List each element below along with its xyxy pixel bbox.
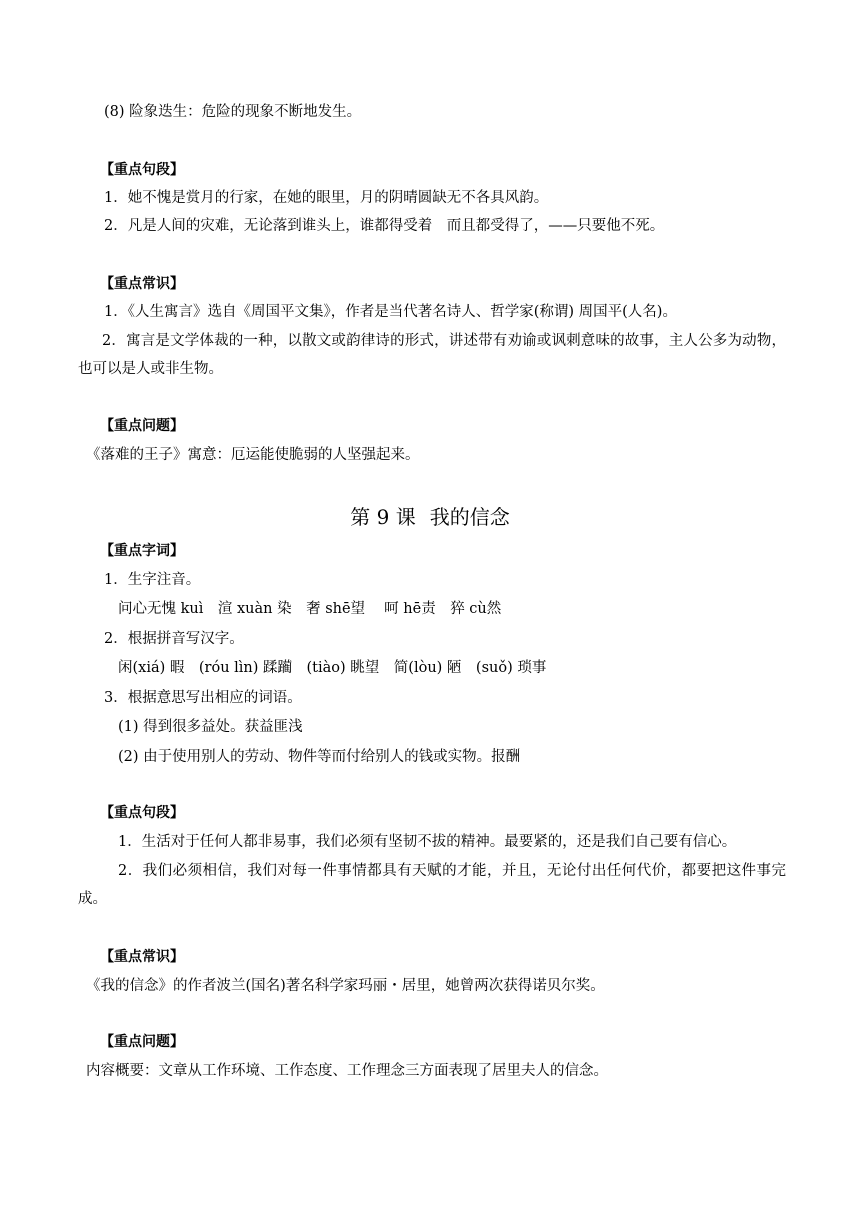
lesson-knowledge-text: 《我的信念》的作者波兰(国名)著名科学家玛丽・居里，她曾两次获得诺贝尔奖。 bbox=[86, 978, 605, 994]
key-questions-heading: 【重点问题】 bbox=[100, 418, 184, 434]
lesson-questions-heading: 【重点问题】 bbox=[100, 1034, 184, 1050]
words-question-2: 2．根据拼音写汉字。 bbox=[104, 631, 244, 647]
words-answer-3-1: (1) 得到很多益处。获益匪浅 bbox=[118, 719, 303, 735]
words-question-3: 3．根据意思写出相应的词语。 bbox=[104, 690, 302, 706]
words-question-1: 1．生字注音。 bbox=[104, 572, 201, 588]
words-answer-2: 闲(xiá) 暇 (róu lìn) 蹂躏 (tiào) 眺望 简(lòu) 陋 (suǒ) 琐事 bbox=[118, 660, 547, 676]
definition-item-8: (8) 险象迭生：危险的现象不断地发生。 bbox=[104, 104, 362, 120]
lesson-name: 我的信念 bbox=[429, 505, 510, 529]
lesson-title bbox=[0, 505, 860, 529]
words-answer-1: 问心无愧 kuì 渲 xuàn 染 奢 shē望 呵 hē责 猝 cù然 bbox=[118, 601, 502, 617]
lesson-number: 第 9 课 bbox=[350, 505, 416, 529]
key-words-heading: 【重点字词】 bbox=[100, 543, 184, 559]
lesson-knowledge-heading: 【重点常识】 bbox=[100, 949, 184, 965]
key-sentences-heading: 【重点句段】 bbox=[100, 162, 184, 178]
key-knowledge-1: 1．《人生寓言》选自《周国平文集》，作者是当代著名诗人、哲学家(称谓) 周国平(人名)。 bbox=[104, 304, 677, 320]
key-knowledge-2: 2．寓言是文学体裁的一种，以散文或韵律诗的形式，讲述带有劝谕或讽刺意味的故事，主人公多为动物，也可以是人或非生物。 bbox=[78, 333, 786, 377]
key-question-text: 《落难的王子》寓意：厄运能使脆弱的人坚强起来。 bbox=[86, 447, 420, 463]
lesson-question-text: 内容概要：文章从工作环境、工作态度、工作理念三方面表现了居里夫人的信念。 bbox=[86, 1063, 608, 1079]
lesson-sentence-1: 1．生活对于任何人都非易事，我们必须有坚韧不拔的精神。最要紧的，还是我们自己要有信心。 bbox=[118, 834, 737, 850]
key-sentence-1: 1．她不愧是赏月的行家，在她的眼里，月的阴晴圆缺无不各具风韵。 bbox=[104, 190, 549, 206]
key-sentence-2: 2．凡是人间的灾难，无论落到谁头上，谁都得受着 而且都受得了，——只要他不死。 bbox=[104, 218, 665, 234]
key-knowledge-heading: 【重点常识】 bbox=[100, 276, 184, 292]
words-answer-3-2: (2) 由于使用别人的劳动、物件等而付给别人的钱或实物。报酬 bbox=[118, 749, 521, 765]
lesson-sentences-heading: 【重点句段】 bbox=[100, 805, 184, 821]
lesson-sentence-2: 2．我们必须相信，我们对每一件事情都具有天赋的才能，并且，无论付出任何代价，都要把这件事完成。 bbox=[78, 863, 786, 907]
